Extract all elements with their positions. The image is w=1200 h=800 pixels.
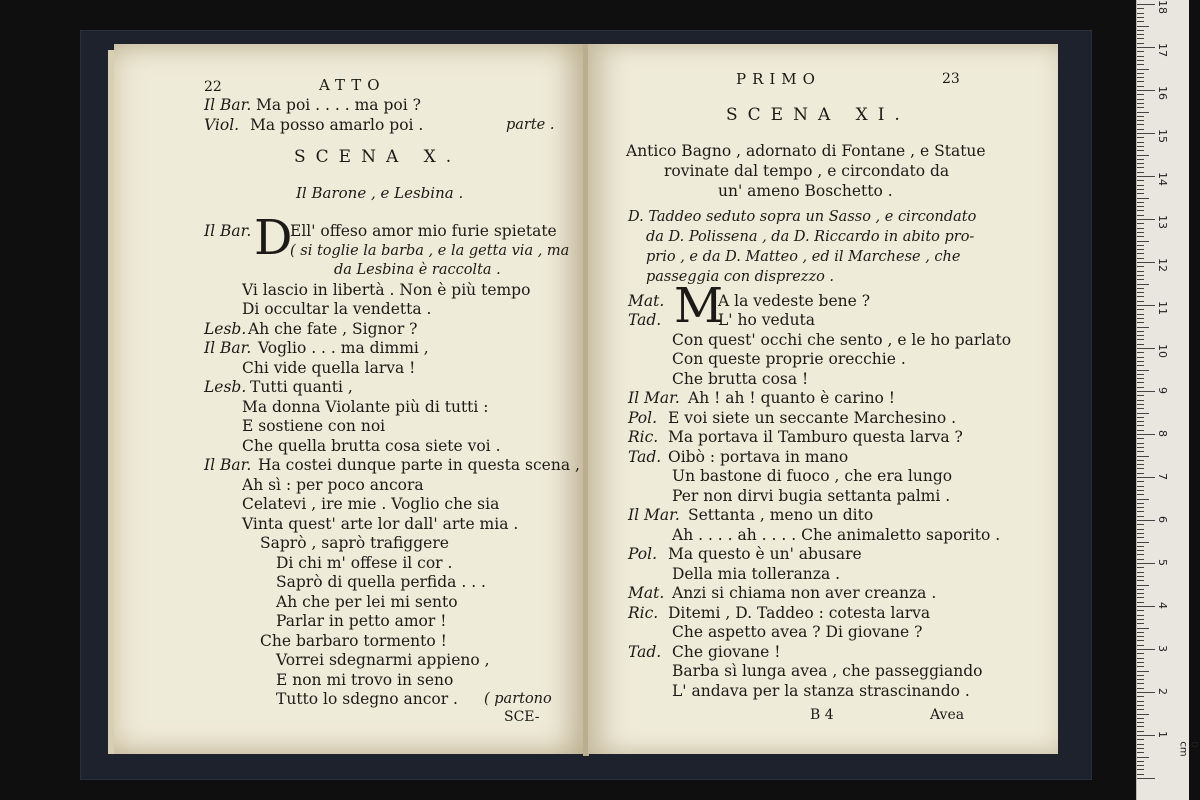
ruler-tick [1137,645,1144,646]
ruler-tick [1137,253,1144,254]
ruler-tick [1137,56,1144,57]
ruler-tick [1137,387,1144,388]
ruler-tick [1137,683,1144,684]
ruler-tick [1137,167,1144,168]
ruler-tick [1137,339,1144,340]
verse-line: Ma posso amarlo poi . [250,116,424,134]
verse-line: Saprò di quella perfida . . . [276,573,486,591]
verse-line: Ditemi , D. Taddeo : cotesta larva [668,604,931,622]
ruler-tick [1137,163,1144,164]
verse-line: Di occultar la vendetta . [242,300,432,318]
ruler-tick [1137,507,1144,508]
ruler-tick [1137,653,1144,654]
ruler-tick [1137,296,1144,297]
verse-line: Che aspetto avea ? Di giovane ? [672,623,923,641]
ruler-number: 11 [1156,301,1169,315]
ruler-tick [1137,572,1144,573]
ruler-tick [1137,172,1144,173]
ruler-tick [1137,662,1144,663]
running-head-right: PRIMO [736,70,821,88]
ruler-number: 6 [1156,516,1169,523]
verse-line: Ma questo è un' abusare [668,545,862,563]
ruler-tick [1137,499,1149,500]
ruler-tick [1137,94,1144,95]
speaker-label: Tad. [628,448,662,466]
ruler-tick [1137,223,1144,224]
ruler-tick [1137,116,1144,117]
ruler-tick [1137,103,1144,104]
speaker-label: Mat. [628,292,665,310]
ruler-tick [1137,726,1144,727]
ruler-tick [1137,628,1149,629]
ruler-tick [1137,580,1144,581]
ruler-number: 17 [1156,43,1169,57]
verse-line: Che quella brutta cosa siete voi . [242,437,501,455]
ruler-tick [1137,322,1144,323]
ruler-tick [1137,112,1149,113]
verse-line: Di chi m' offese il cor . [276,554,453,572]
ruler-tick [1137,357,1144,358]
ruler-tick [1137,210,1144,211]
verse-line: Chi vide quella larva ! [242,359,416,377]
ruler-tick [1137,666,1144,667]
ruler-number: 15 [1156,129,1169,143]
ruler-tick [1137,64,1144,65]
catchword: SCE- [504,709,540,725]
ruler-tick [1137,468,1144,469]
ruler-tick [1137,30,1144,31]
setting-line: un' ameno Boschetto . [718,182,893,200]
running-head-left: ATTO [319,76,386,94]
ruler-tick [1137,73,1144,74]
verse-line: Ah ! ah ! quanto è carino ! [688,389,896,407]
ruler-tick [1137,348,1155,349]
ruler-tick [1137,275,1144,276]
ruler-tick [1137,198,1149,199]
verse-line: Della mia tolleranza . [672,565,841,583]
stage-direction: ( si toglie la barba , e la getta via , ma [290,243,570,259]
ruler-tick [1137,219,1155,220]
ruler-tick [1137,473,1144,474]
ruler-tick [1137,331,1144,332]
verse-line: Ah che per lei mi sento [276,593,458,611]
ruler-tick [1137,142,1144,143]
ruler-tick [1137,391,1155,392]
ruler-tick [1137,778,1155,779]
verse-line: Settanta , meno un dito [688,506,874,524]
ruler-tick [1137,529,1144,530]
ruler-tick [1137,133,1155,134]
ruler-tick [1137,60,1144,61]
verse-line: E voi siete un seccante Marchesino . [668,409,956,427]
ruler-tick [1137,129,1144,130]
ruler-tick [1137,335,1144,336]
ruler-tick [1137,284,1149,285]
speaker-label: Ric. [628,428,659,446]
ruler-tick [1137,679,1144,680]
ruler-tick [1137,744,1144,745]
ruler-tick [1137,602,1144,603]
ruler-tick [1137,623,1144,624]
ruler-tick [1137,202,1144,203]
ruler-tick [1137,34,1144,35]
verse-line: Celatevi , ire mie . Voglio che sia [242,495,500,513]
ruler-tick [1137,301,1144,302]
ruler-tick [1137,640,1144,641]
ruler-tick [1137,537,1144,538]
ruler-tick [1137,404,1144,405]
ruler-tick [1137,189,1144,190]
speaker-label: Tad. [628,643,662,661]
ruler-tick [1137,443,1144,444]
ruler-number: 16 [1156,86,1169,100]
ruler-tick [1137,120,1144,121]
speaker-label: Il Mar. [628,506,680,524]
verse-line: Ell' offeso amor mio furie spietate [290,222,557,240]
ruler-tick [1137,77,1144,78]
ruler-tick [1137,370,1149,371]
ruler-tick [1137,262,1155,263]
scene-characters: Il Barone , e Lesbina . [296,184,464,202]
ruler-tick [1137,8,1144,9]
verse-line: Un bastone di fuoco , che era lungo [672,467,953,485]
ruler-tick [1137,374,1144,375]
ruler-tick [1137,696,1144,697]
ruler-tick [1137,434,1155,435]
ruler-tick [1137,714,1149,715]
ruler-tick [1137,619,1144,620]
ruler-tick [1137,511,1144,512]
speaker-label: Viol. [204,116,240,134]
speaker-label: Il Bar. [204,96,252,114]
ruler-tick [1137,382,1144,383]
ruler-tick [1137,232,1144,233]
ruler-tick [1137,460,1144,461]
ruler-tick [1137,748,1144,749]
ruler-number: 10 [1156,344,1169,358]
stage-direction: passeggia con disprezzo . [646,269,835,285]
ruler-tick [1137,279,1144,280]
ruler-tick [1137,38,1144,39]
speaker-label: Lesb. [204,378,247,396]
ruler-tick [1137,438,1144,439]
ruler-number: 1 [1156,731,1169,738]
ruler-tick [1137,292,1144,293]
verse-line: Saprò , saprò trafiggere [260,534,449,552]
ruler-number: 8 [1156,430,1169,437]
ruler-tick [1137,99,1144,100]
ruler-tick [1137,757,1149,758]
verse-line: Voglio . . . ma dimmi , [258,339,429,357]
ruler-tick [1137,752,1144,753]
ruler-tick [1137,185,1144,186]
ruler-tick [1137,542,1149,543]
stage-direction: D. Taddeo seduto sopra un Sasso , e circondato [628,209,977,225]
verse-line: Che brutta cosa ! [672,370,809,388]
ruler-tick [1137,344,1144,345]
speaker-label: Pol. [628,409,658,427]
ruler-tick [1137,524,1144,525]
verse-line: Per non dirvi bugia settanta palmi . [672,487,951,505]
catchword: Avea [930,707,965,723]
stage-direction: prio , e da D. Matteo , ed il Marchese , che [646,249,961,265]
verse-line: Ah sì : per poco ancora [242,476,424,494]
ruler-tick [1137,81,1144,82]
ruler-tick [1137,456,1149,457]
stage-direction: ( partono [484,691,552,707]
ruler-number: 3 [1156,645,1169,652]
ruler-number: 7 [1156,473,1169,480]
ruler-tick [1137,593,1144,594]
ruler-tick [1137,228,1144,229]
ruler-tick [1137,451,1144,452]
ruler-tick [1137,490,1144,491]
ruler-tick [1137,563,1155,564]
verse-line: Ah . . . . ah . . . . Che animaletto saporito . [672,526,1001,544]
ruler-tick [1137,430,1144,431]
ruler-tick [1137,215,1144,216]
ruler-tick [1137,47,1155,48]
verse-line: Ma portava il Tamburo questa larva ? [668,428,963,446]
ruler-tick [1137,516,1144,517]
ruler-tick [1137,464,1144,465]
ruler-tick [1137,589,1144,590]
verse-line: Ma poi . . . . ma poi ? [256,96,421,114]
ruler-tick [1137,731,1144,732]
ruler-tick [1137,124,1144,125]
ruler-tick [1137,550,1144,551]
ruler-tick [1137,494,1144,495]
ruler-number: 4 [1156,602,1169,609]
ruler-tick [1137,774,1144,775]
verse-line: Tutto lo sdegno ancor . [276,690,458,708]
verse-line: E non mi trovo in seno [276,671,454,689]
ruler-tick [1137,481,1144,482]
ruler-tick [1137,258,1144,259]
ruler-tick [1137,649,1155,650]
speaker-label: Lesb. [204,320,247,338]
ruler-tick [1137,559,1144,560]
ruler-tick [1137,739,1144,740]
ruler-tick [1137,554,1144,555]
verse-line: Con quest' occhi che sento , e le ho parlato [672,331,1012,349]
verse-line: Oibò : portava in mano [668,448,849,466]
stage-direction: da Lesbina è raccolta . [334,262,501,278]
ruler-tick [1137,51,1144,52]
page-number-right: 23 [942,71,960,87]
ruler-tick [1137,632,1144,633]
ruler-tick [1137,408,1144,409]
ruler-tick [1137,13,1144,14]
ruler-tick [1137,610,1144,611]
verse-line: Parlar in petto amor ! [276,612,447,630]
ruler-tick [1137,155,1149,156]
measuring-ruler [1136,0,1200,800]
ruler-tick [1137,615,1144,616]
speaker-label: Pol. [628,545,658,563]
ruler-tick [1137,705,1144,706]
speaker-label: Il Bar. [204,456,252,474]
ruler-tick [1137,176,1155,177]
ruler-tick [1137,636,1144,637]
ruler-tick [1137,597,1144,598]
ruler-tick [1137,69,1149,70]
ruler-tick [1137,365,1144,366]
ruler-tick [1137,86,1144,87]
ruler-number: 5 [1156,559,1169,566]
ruler-tick [1137,606,1155,607]
ruler-tick [1137,249,1144,250]
verse-line: Barba sì lunga avea , che passeggiando [672,662,983,680]
ruler-tick [1137,241,1149,242]
speaker-label: Mat. [628,584,665,602]
ruler-tick [1137,447,1144,448]
ruler-tick [1137,180,1144,181]
ruler-tick [1137,675,1144,676]
open-book [114,44,1058,760]
ruler-tick [1137,546,1144,547]
ruler-unit-label: 0 cm [1177,741,1200,757]
ruler-tick [1137,421,1144,422]
verse-line: Vi lascio in libertà . Non è più tempo [242,281,531,299]
setting-line: Antico Bagno , adornato di Fontane , e Statue [626,142,986,160]
drop-cap: D [254,210,293,266]
ruler-tick [1137,305,1155,306]
ruler-tick [1137,4,1155,5]
ruler-tick [1137,314,1144,315]
verse-line: Anzi si chiama non aver creanza . [672,584,937,602]
ruler-tick [1137,193,1144,194]
verse-line: Che giovane ! [672,643,781,661]
verse-line: E sostiene con noi [242,417,386,435]
ruler-tick [1137,765,1144,766]
ruler-tick [1137,206,1144,207]
stage-direction: da D. Polissena , da D. Riccardo in abito pro- [646,229,975,245]
ruler-tick [1137,327,1149,328]
ruler-tick [1137,288,1144,289]
ruler-tick [1137,21,1144,22]
ruler-tick [1137,378,1144,379]
ruler-tick [1137,503,1144,504]
right-page [588,44,1058,754]
ruler-tick [1137,658,1144,659]
ruler-tick [1137,318,1144,319]
ruler-tick [1137,769,1144,770]
ruler-tick [1137,567,1144,568]
signature-mark: B 4 [810,707,834,723]
ruler-tick [1137,395,1144,396]
ruler-number: 9 [1156,387,1169,394]
ruler-tick [1137,159,1144,160]
ruler-number: 13 [1156,215,1169,229]
setting-line: rovinate dal tempo , e circondato da [664,162,950,180]
ruler-tick [1137,150,1144,151]
verse-line: A la vedeste bene ? [718,292,871,310]
ruler-number: 18 [1156,0,1169,14]
ruler-tick [1137,701,1144,702]
verse-line: Ah che fate , Signor ? [248,320,418,338]
ruler-tick [1137,236,1144,237]
ruler-tick [1137,417,1144,418]
verse-line: Vorrei sdegnarmi appieno , [276,651,490,669]
verse-line: Ma donna Violante più di tutti : [242,398,489,416]
verse-line: Con queste proprie orecchie . [672,350,906,368]
ruler-tick [1137,413,1149,414]
ruler-tick [1137,718,1144,719]
ruler-tick [1137,107,1144,108]
ruler-tick [1137,576,1144,577]
ruler-tick [1137,43,1144,44]
verse-line: Tutti quanti , [250,378,353,396]
speaker-label: Il Mar. [628,389,680,407]
ruler-tick [1137,361,1144,362]
scene-heading: SCENA X. [294,147,462,167]
ruler-tick [1137,692,1155,693]
ruler-tick [1137,585,1149,586]
ruler-tick [1137,266,1144,267]
speaker-label: Il Bar. [204,339,252,357]
speaker-label: Il Bar. [204,222,252,240]
drop-cap: M [674,278,724,334]
verse-line: Che barbaro tormento ! [260,632,447,650]
ruler-tick [1137,271,1144,272]
ruler-tick [1137,688,1144,689]
ruler-number: 14 [1156,172,1169,186]
ruler-tick [1137,352,1144,353]
ruler-tick [1137,309,1144,310]
ruler-tick [1137,425,1144,426]
verse-line: Ha costei dunque parte in questa scena , [258,456,580,474]
ruler-tick [1137,709,1144,710]
ruler-number: 12 [1156,258,1169,272]
left-page [114,44,584,754]
ruler-tick [1137,477,1155,478]
scene-heading: SCENA XI. [726,105,910,125]
ruler-tick [1137,400,1144,401]
ruler-tick [1137,486,1144,487]
ruler-tick [1137,17,1144,18]
ruler-tick [1137,735,1155,736]
verse-line: L' ho veduta [718,311,816,329]
stage-direction: parte . [506,117,555,133]
ruler-tick [1137,520,1155,521]
verse-line: Vinta quest' arte lor dall' arte mia . [242,515,519,533]
page-number-left: 22 [204,79,222,95]
ruler-tick [1137,533,1144,534]
verse-line: L' andava per la stanza strascinando . [672,682,970,700]
ruler-tick [1137,146,1144,147]
ruler-tick [1137,671,1149,672]
speaker-label: Ric. [628,604,659,622]
ruler-tick [1137,26,1149,27]
ruler-number: 2 [1156,688,1169,695]
ruler-tick [1137,137,1144,138]
ruler-tick [1137,90,1155,91]
ruler-tick [1137,722,1144,723]
ruler-tick [1137,761,1144,762]
ruler-tick [1137,245,1144,246]
speaker-label: Tad. [628,311,662,329]
